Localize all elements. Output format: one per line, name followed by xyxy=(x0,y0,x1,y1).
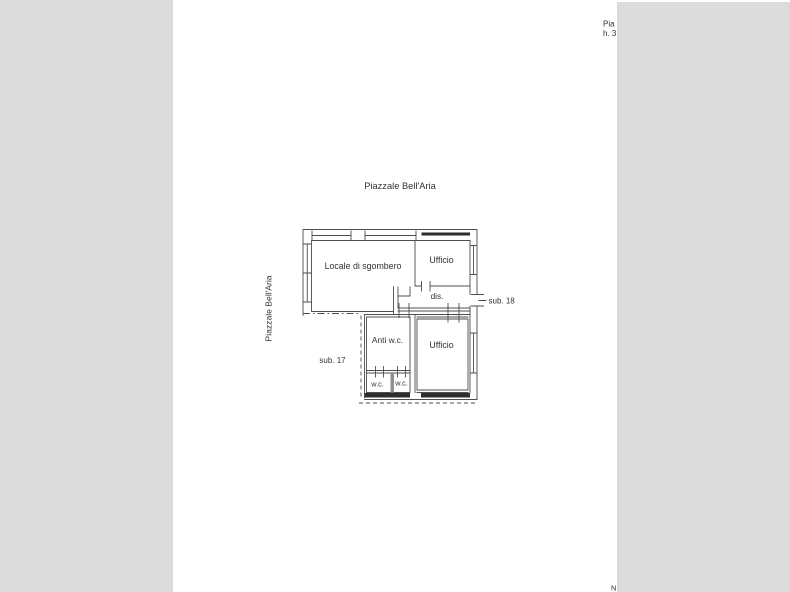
room-label-ante-wc: Anti w.c. xyxy=(371,335,404,345)
entrance-sub18 xyxy=(469,295,487,307)
room-label-hall: dis. xyxy=(430,292,444,301)
sub-label-18: sub. 18 xyxy=(488,296,515,306)
room-label-wc-left: w.c. xyxy=(371,379,384,389)
edge-note-top-right-2: h. 3 xyxy=(603,29,617,38)
room-label-office-bottom: Ufficio xyxy=(429,340,454,350)
window-symbols xyxy=(303,231,477,374)
edge-note-bottom-right: N xyxy=(611,583,617,592)
room-label-wc-right: w.c. xyxy=(395,378,408,388)
street-label-left: Piazzale Bell'Aria xyxy=(263,275,274,342)
sub-label-17: sub. 17 xyxy=(319,356,346,365)
room-label-storage: Locale di sgombero xyxy=(324,261,402,271)
street-label-top: Piazzale Bell'Aria xyxy=(364,181,436,191)
edge-note-top-right-1: Pia xyxy=(603,19,615,29)
viewer-panel-right xyxy=(617,2,790,592)
room-label-office-top: Ufficio xyxy=(429,255,454,265)
viewer-panel-left xyxy=(0,0,173,592)
